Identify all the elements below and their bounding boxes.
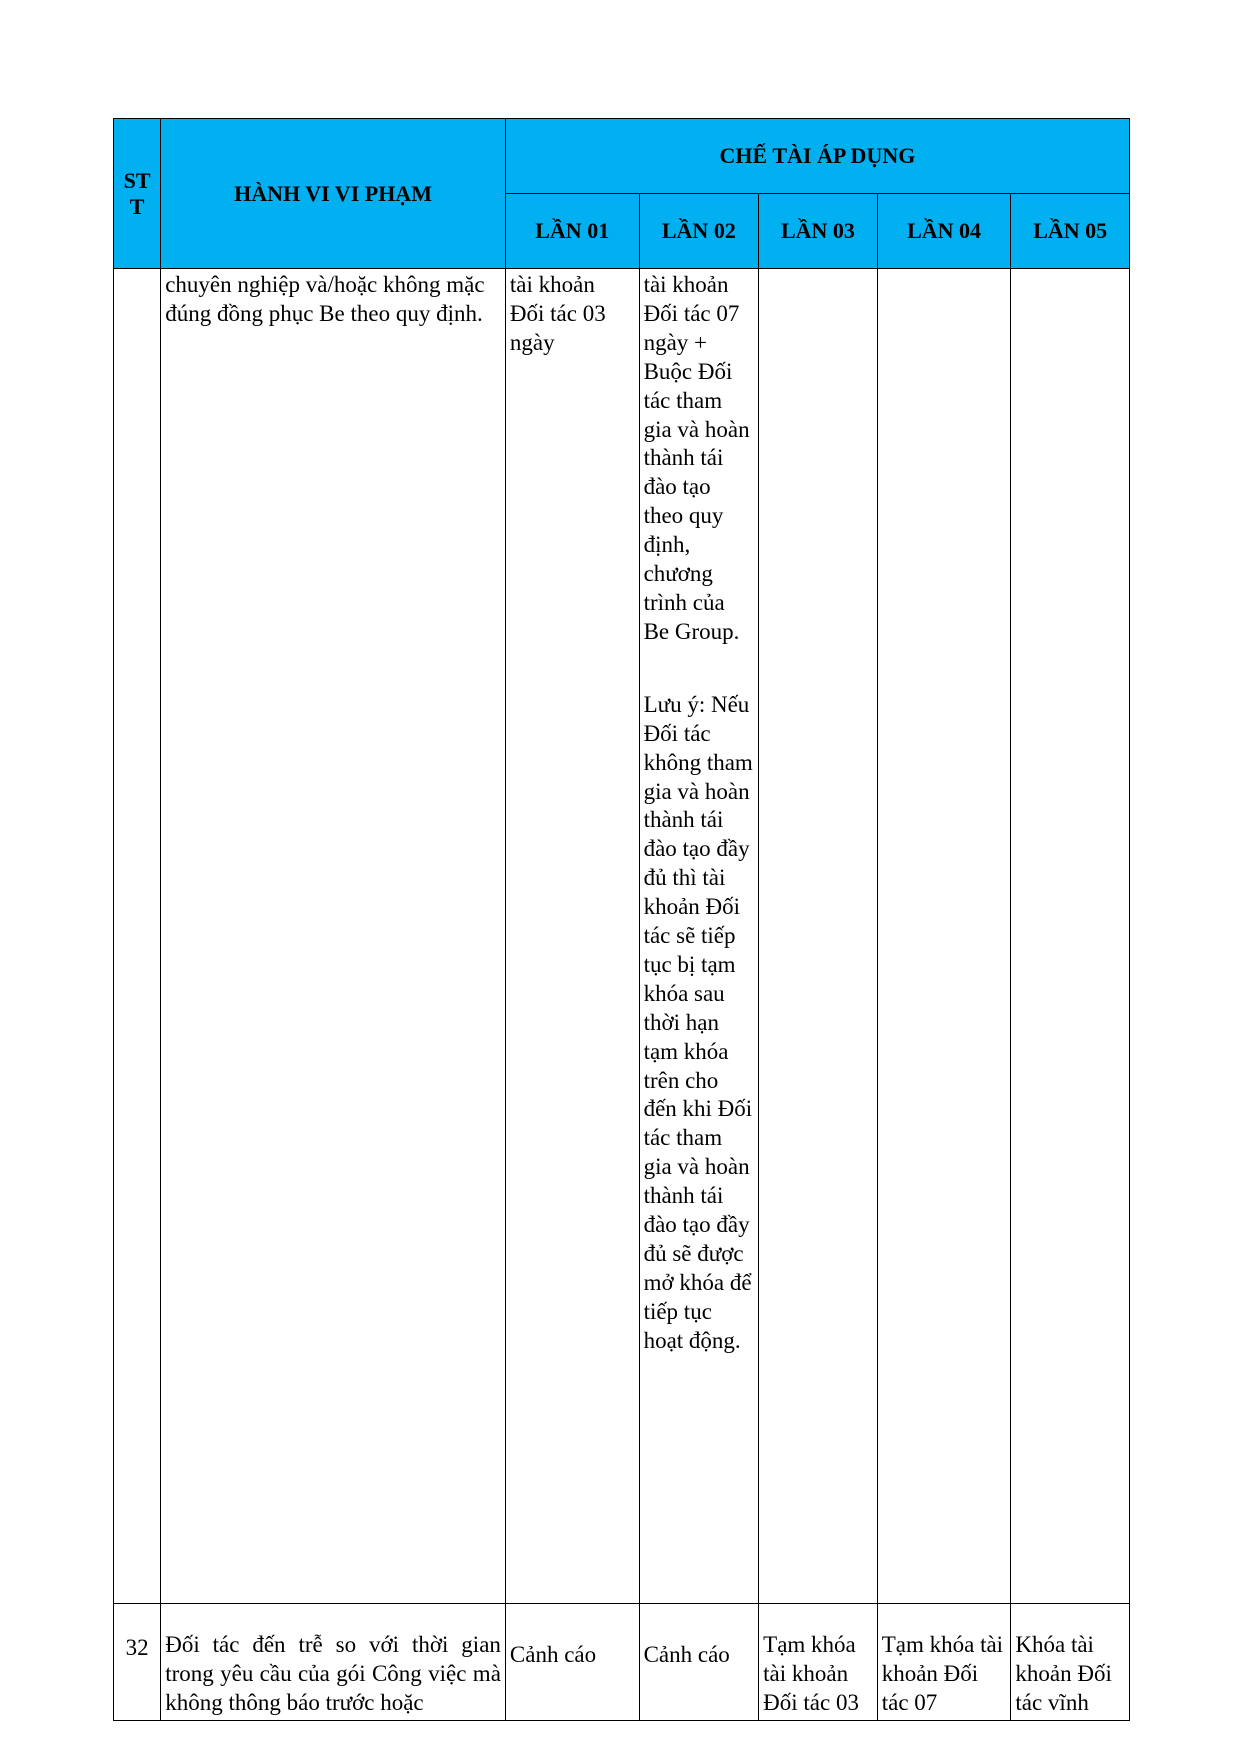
header-time-5: LẦN 05 — [1011, 194, 1130, 269]
row-time-5-cell — [1011, 269, 1130, 1604]
table-row — [114, 1604, 1130, 1721]
row-behavior-cell: chuyên nghiệp và/hoặc không mặc đúng đồng phục Be theo quy định. — [161, 269, 506, 1604]
row-time-1-cell: tài khoản Đối tác 03 ngày — [505, 269, 639, 1604]
header-behavior: HÀNH VI VI PHẠM — [161, 119, 506, 269]
row-time-2-cell — [639, 269, 759, 1604]
row-stt-cell: 32 — [114, 1604, 161, 1721]
row-stt-cell — [114, 269, 161, 1604]
row-time-4-cell — [877, 269, 1011, 1604]
header-sanction-group: CHẾ TÀI ÁP DỤNG — [505, 119, 1129, 194]
header-time-4: LẦN 04 — [877, 194, 1011, 269]
header-stt: ST T — [114, 119, 161, 269]
row-time-3-cell: Tạm khóa tài khoản Đối tác 03 — [759, 1604, 878, 1721]
row-time-5-cell: Khóa tài khoản Đối tác vĩnh — [1011, 1604, 1130, 1721]
sanction-text: tài khoản Đối tác 07 ngày + Buộc Đối tác tham gia và hoàn thành tái đào tạo theo quy định, chương trình của Be Group. — [643, 272, 750, 644]
row-time-1-cell: Cảnh cáo — [505, 1604, 639, 1721]
header-time-1: LẦN 01 — [505, 194, 639, 269]
row-time-2-cell: Cảnh cáo — [639, 1604, 759, 1721]
header-time-3: LẦN 03 — [759, 194, 878, 269]
row-time-3-cell — [759, 269, 878, 1604]
row-time-4-cell: Tạm khóa tài khoản Đối tác 07 — [877, 1604, 1011, 1721]
sanction-note: Lưu ý: Nếu Đối tác không tham gia và hoàn thành tái đào tạo đầy đủ thì tài khoản Đối tác sẽ tiếp tục bị tạm khóa sau thời hạn tạm khóa trên cho đến khi Đối tác tham gia và hoàn thành tái đào tạo đầy đủ sẽ được mở khóa để tiếp tục hoạt động. — [643, 691, 753, 1353]
row-behavior-cell: Đối tác đến trễ so với thời gian trong yêu cầu của gói Công việc mà không thông báo trước hoặc — [161, 1604, 506, 1721]
header-time-2: LẦN 02 — [639, 194, 759, 269]
table-row — [114, 269, 1130, 1604]
penalty-table — [113, 118, 1130, 1721]
